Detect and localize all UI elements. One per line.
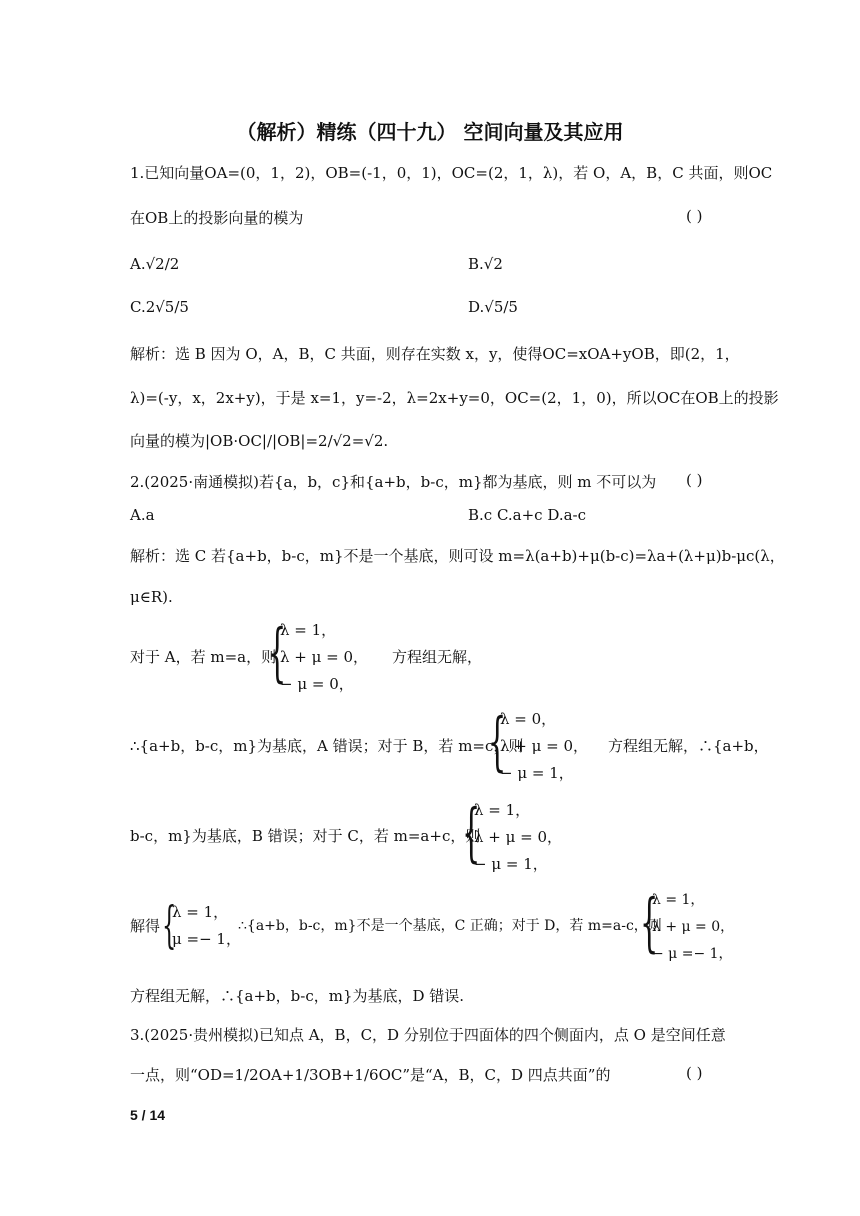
equation: λ + μ = 0，: [474, 828, 563, 846]
equation: λ + μ = 0，: [652, 919, 735, 935]
q1-option-c: C.2√5/5: [130, 298, 189, 316]
q2-final-conclusion: 方程组无解，∴{a+b，b-c，m}为基底，D 错误.: [130, 987, 465, 1005]
q2-solve-text: 解得: [130, 917, 161, 935]
equation: − μ = 1，: [500, 764, 574, 782]
left-brace-icon: {: [462, 796, 481, 870]
q1-solution-line2: λ)=(-y，x，2x+y)，于是 x=1，y=-2，λ=2x+y=0，OC=(2，1，0)，所以OC在OB上的投影: [130, 389, 779, 407]
q2-stem: 2.(2025·南通模拟)若{a，b，c}和{a+b，b-c，m}都为基底，则 m 不可以为: [130, 473, 657, 491]
equation: λ = 0，: [500, 710, 557, 728]
q1-solution-line1: 解析：选 B 因为 O，A，B，C 共面，则存在实数 x，y，使得OC=xOA+yOB，即(2，1，: [130, 345, 740, 363]
left-brace-icon: {: [640, 886, 659, 960]
equation: λ = 1，: [280, 621, 337, 639]
left-brace-icon: {: [162, 896, 177, 954]
equation: − μ =− 1，: [652, 946, 733, 962]
equation: λ + μ = 0，: [500, 737, 589, 755]
equation: − μ = 1，: [474, 855, 548, 873]
equation: λ = 1，: [474, 801, 531, 819]
equation: − μ = 0，: [280, 675, 354, 693]
q1-answer-bracket: ( ): [686, 207, 703, 225]
q2-case-b-conclusion: 方程组无解，∴{a+b，: [608, 737, 769, 755]
left-brace-icon: {: [488, 705, 507, 779]
equation: μ =− 1，: [172, 930, 241, 948]
q1-stem-line1: 1.已知向量OA=(0，1，2)，OB=(-1，0，1)，OC=(2，1，λ)，若 O，A，B，C 共面，则OC: [130, 164, 773, 182]
q2-options-bcd: B.c C.a+c D.a-c: [468, 506, 587, 524]
equation: λ = 1，: [652, 892, 705, 908]
q1-option-d: D.√5/5: [468, 298, 518, 316]
q2-answer-bracket: ( ): [686, 471, 703, 489]
q3-answer-bracket: ( ): [686, 1064, 703, 1082]
equation: λ + μ = 0，: [280, 648, 369, 666]
q1-solution-line3: 向量的模为|OB·OC|/|OB|=2/√2=√2.: [130, 432, 389, 450]
left-brace-icon: {: [268, 616, 287, 690]
page-number: 5 / 14: [130, 1107, 166, 1123]
q1-stem-line2: 在OB上的投影向量的模为: [130, 209, 304, 227]
q2-case-a-conclusion: 方程组无解，: [392, 648, 483, 666]
q3-stem-line2: 一点，则“OD=1/2OA+1/3OB+1/6OC”是“A，B，C，D 四点共面”的: [130, 1066, 611, 1084]
q1-option-b: B.√2: [468, 255, 503, 273]
q2-case-a-text: 对于 A，若 m=a，则: [130, 648, 277, 666]
q2-option-a: A.a: [130, 506, 155, 524]
q2-case-c-text: b-c，m}为基底，B 错误；对于 C，若 m=a+c，则: [130, 827, 481, 845]
q1-option-a: A.√2/2: [130, 255, 180, 273]
q2-case-d-text: ∴{a+b，b-c，m}不是一个基底，C 正确；对于 D，若 m=a-c，则: [238, 918, 662, 934]
q3-stem-line1: 3.(2025·贵州模拟)已知点 A，B，C，D 分别位于四面体的四个侧面内，点 O 是空间任意: [130, 1026, 726, 1044]
equation: λ = 1，: [172, 903, 229, 921]
page-title: （解析）精练（四十九） 空间向量及其应用: [236, 120, 624, 144]
q2-solution-line1: 解析：选 C 若{a+b，b-c，m}不是一个基底，则可设 m=λ(a+b)+μ(b-c)=λa+(λ+μ)b-μc(λ，: [130, 547, 785, 565]
q2-solution-line2: μ∈R).: [130, 588, 173, 606]
q2-case-b-text: ∴{a+b，b-c，m}为基底，A 错误；对于 B，若 m=c，则: [130, 737, 524, 755]
